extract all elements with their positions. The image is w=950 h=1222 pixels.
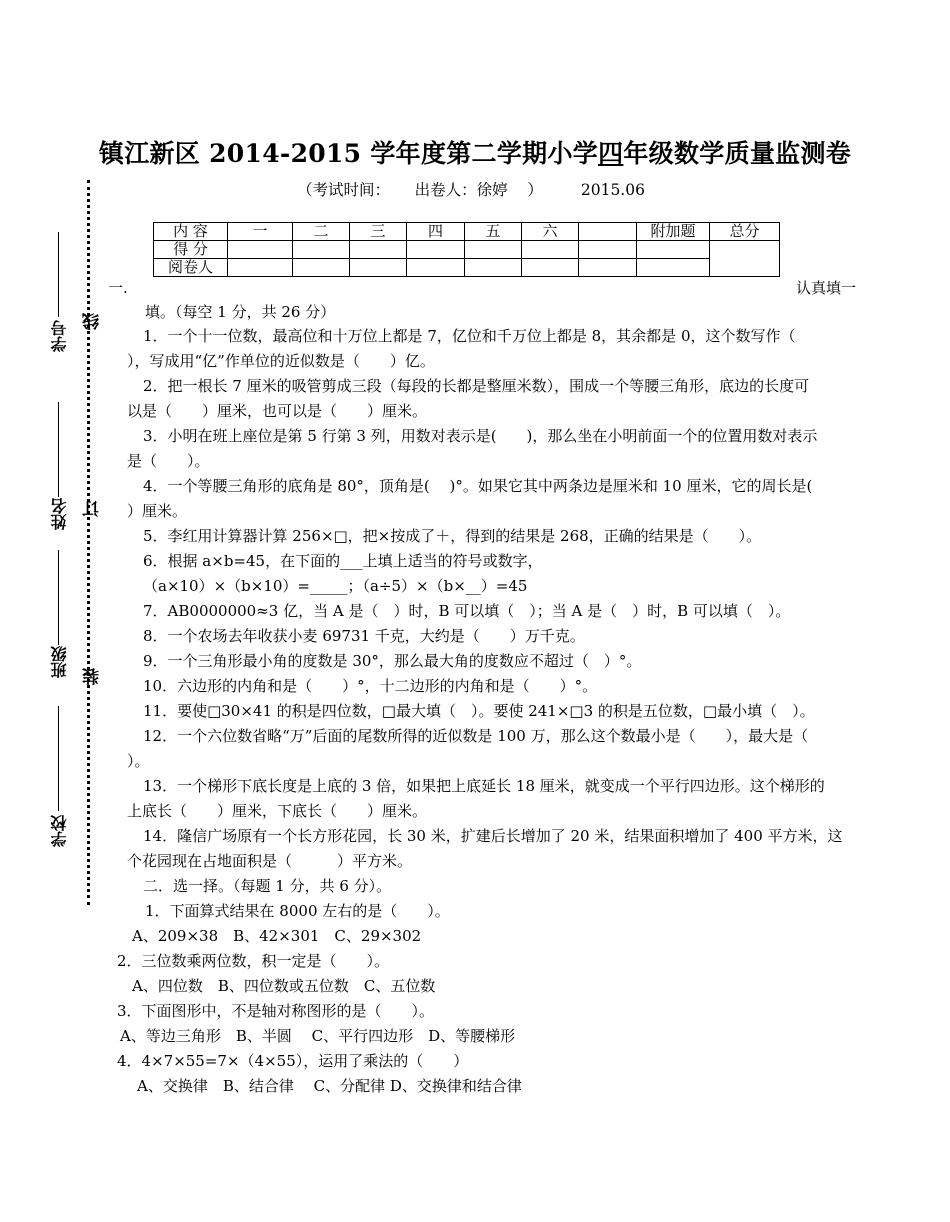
choice-options: A、四位数 B、四位数或五位数 C、五位数	[132, 977, 436, 995]
question-line: 10．六边形的内角和是（ ）°，十二边形的内角和是（ ）°。	[143, 677, 598, 695]
exam-info: （考试时间： 出卷人：徐婷 ）	[297, 181, 543, 199]
binding-mark-zhuang: 装	[83, 668, 103, 685]
binding-dotted-line	[87, 180, 90, 905]
grader-row	[154, 259, 780, 277]
score-table-header-row	[154, 223, 780, 241]
question-line: 13．一个梯形下底长度是上底的 3 倍，如果把上底延长 18 厘米，就变成一个平行四边形。这个梯形的	[143, 777, 825, 795]
question-line: 6．根据 a×b=45，在下面的___上填上适当的符号或数字，	[143, 552, 543, 570]
score-header-cell: 总分	[710, 223, 780, 241]
grader-row-label: 阅卷人	[154, 259, 228, 277]
score-header-cell: 三	[350, 223, 407, 241]
question-line: 7．AB0000000≈3 亿，当 A 是（ ）时，B 可以填（ ）；当 A 是（ ）时，B 可以填（ ）。	[143, 602, 791, 620]
question-line: 5．李红用计算器计算 256×□，把×按成了＋，得到的结果是 268，正确的结果是（ ）。	[143, 527, 762, 545]
choice-question: 3．下面图形中，不是轴对称图形的是（ ）。	[117, 1002, 435, 1020]
score-header-cell: 内 容	[154, 223, 228, 241]
grader-cell[interactable]	[579, 259, 637, 277]
score-cell[interactable]	[579, 241, 637, 259]
student-no-label: 学号	[50, 320, 69, 352]
title-grade: 四	[598, 139, 624, 168]
grader-cell[interactable]	[465, 259, 522, 277]
question-line: 9．一个三角形最小角的度数是 30°，那么最大角的度数应不超过（ ）°。	[143, 652, 642, 670]
class-line	[58, 550, 59, 645]
question-line: 4．一个等腰三角形的底角是 80°，顶角是( )°。如果它其中两条边是厘米和 10 厘米，它的周长是(	[143, 477, 813, 495]
subtitle	[297, 178, 645, 200]
score-table	[153, 222, 780, 277]
grader-cell[interactable]	[350, 259, 407, 277]
grader-cell[interactable]	[293, 259, 350, 277]
score-cell[interactable]	[465, 241, 522, 259]
class-label: 班级	[50, 646, 69, 678]
score-header-cell: 五	[465, 223, 522, 241]
question-line: 11．要使□30×41 的积是四位数，□最大填（ ）。要使 241×□3 的积是五位数，□最小填（ ）。	[143, 702, 815, 720]
score-row	[154, 241, 780, 259]
grader-cell[interactable]	[407, 259, 465, 277]
choice-question: 2．三位数乘两位数，积一定是（ ）。	[117, 952, 390, 970]
score-cell[interactable]	[293, 241, 350, 259]
score-cell[interactable]	[407, 241, 465, 259]
score-header-cell: 六	[522, 223, 579, 241]
name-label: 姓名	[50, 498, 69, 530]
score-header-cell	[579, 223, 637, 241]
grader-cell[interactable]	[522, 259, 579, 277]
choice-options: A、交换律 B、结合律 C、分配律 D、交换律和结合律	[137, 1077, 522, 1095]
score-header-cell: 二	[293, 223, 350, 241]
question-line: 1．一个十一位数，最高位和十万位上都是 7，亿位和千万位上都是 8，其余都是 0，这个数写作（	[143, 327, 796, 345]
student-no-line	[58, 232, 59, 317]
question-line: 个花园现在占地面积是（ ）平方米。	[127, 852, 413, 870]
exam-date: 2015.06	[580, 181, 645, 199]
name-line	[58, 402, 59, 497]
score-cell[interactable]	[522, 241, 579, 259]
section1-heading-right: 认真填一	[796, 279, 857, 297]
page-title	[0, 134, 950, 170]
question-line: 3．小明在班上座位是第 5 行第 3 列，用数对表示是( )，那么坐在小明前面一个的位置用数对表示	[143, 427, 818, 445]
score-row-label: 得 分	[154, 241, 228, 259]
question-line: ），写成用“亿”作单位的近似数是（ ）亿。	[127, 352, 435, 370]
school-line	[58, 706, 59, 811]
question-line: 2．把一根长 7 厘米的吸管剪成三段（每段的长都是整厘米数），围成一个等腰三角形，底边的长度可	[143, 377, 810, 395]
choice-question: 4．4×7×55=7×（4×55），运用了乘法的（ ）	[117, 1052, 469, 1070]
title-before: 镇江新区 2014-2015 学年度第二学期小学	[98, 139, 599, 168]
question-line: 是（ ）。	[127, 452, 210, 470]
question-line: ）。	[127, 752, 150, 770]
choice-question: 1．下面算式结果在 8000 左右的是（ ）。	[145, 902, 450, 920]
question-line: 以是（ ）厘米，也可以是（ ）厘米。	[127, 402, 428, 420]
score-cell[interactable]	[350, 241, 407, 259]
grader-cell[interactable]	[637, 259, 710, 277]
question-line: 12．一个六位数省略“万”后面的尾数所得的近似数是 100 万，那么这个数最小是（ ），最大是（	[143, 727, 809, 745]
question-line: 上底长（ ）厘米，下底长（ ）厘米。	[127, 802, 428, 820]
section2-heading: 二．选一择。（每题 1 分，共 6 分）。	[143, 877, 392, 895]
choice-options: A、209×38 B、42×301 C、29×302	[132, 927, 422, 945]
question-line: ）厘米。	[127, 502, 188, 520]
question-line: （a×10）×（b×10）=_____；（a÷5）×（b×__）=45	[143, 577, 528, 595]
score-cell[interactable]	[637, 241, 710, 259]
section1-number: 一.	[108, 279, 128, 297]
score-header-cell: 附加题	[637, 223, 710, 241]
score-cell[interactable]	[228, 241, 293, 259]
title-after: 年级数学质量监测卷	[623, 139, 852, 168]
grader-cell[interactable]	[228, 259, 293, 277]
binding-mark-ding: 订	[83, 500, 103, 517]
score-header-cell: 一	[228, 223, 293, 241]
binding-mark-line: 线	[83, 313, 103, 330]
score-header-cell: 四	[407, 223, 465, 241]
question-line: 8．一个农场去年收获小麦 69731 千克，大约是（ ）万千克。	[143, 627, 585, 645]
school-label: 学校	[50, 815, 69, 847]
question-line: 14．隆信广场原有一个长方形花园，长 30 米，扩建后长增加了 20 米，结果面积增加了 400 平方米，这	[143, 827, 843, 845]
choice-options: A、等边三角形 B、半圆 C、平行四边形 D、等腰梯形	[120, 1027, 516, 1045]
total-score-cell[interactable]	[710, 241, 780, 277]
section1-heading: 填。（每空 1 分，共 26 分）	[145, 303, 336, 321]
